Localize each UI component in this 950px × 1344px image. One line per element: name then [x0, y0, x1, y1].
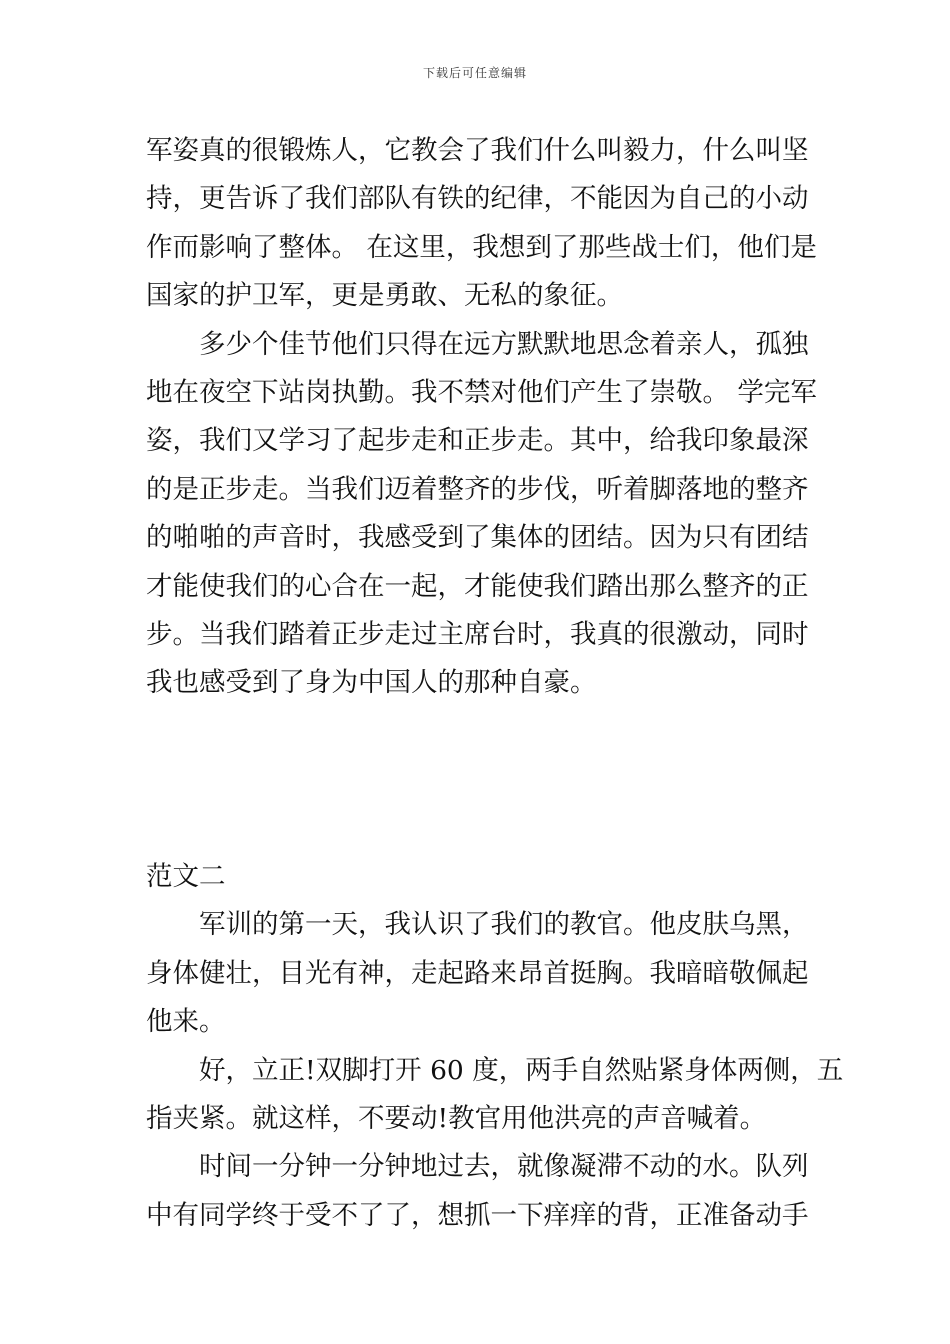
text-line: 地在夜空下站岗执勤。我不禁对他们产生了崇敬。 学完军	[146, 377, 817, 409]
section-two	[146, 853, 844, 1240]
text-line: 多少个佳节他们只得在远方默默地思念着亲人，孤独	[199, 328, 809, 360]
text-line: 身体健壮，目光有神，走起路来昂首挺胸。我暗暗敬佩起	[146, 957, 809, 989]
text-line: 持，更告诉了我们部队有铁的纪律，不能因为自己的小动	[146, 183, 809, 215]
section-two-paragraphs	[146, 901, 844, 1240]
text-line: 步。当我们踏着正步走过主席台时，我真的很激动，同时	[146, 619, 809, 651]
text-line: 姿，我们又学习了起步走和正步走。其中，给我印象最深	[146, 425, 809, 457]
text-line: 指夹紧。就这样，不要动!教官用他洪亮的声音喊着。	[146, 1102, 767, 1134]
text-line: 好，立正!双脚打开 60 度，两手自然贴紧身体两侧，五	[199, 1054, 844, 1086]
section-gap	[146, 708, 808, 853]
paragraph	[146, 321, 817, 708]
text-line: 军训的第一天，我认识了我们的教官。他皮肤乌黑，	[199, 909, 809, 941]
text-line: 的是正步走。当我们迈着整齐的步伐，听着脚落地的整齐	[146, 473, 809, 505]
paragraph	[146, 901, 808, 1046]
text-line: 国家的护卫军，更是勇敢、无私的象征。	[146, 280, 623, 312]
text-line: 的啪啪的声音时，我感受到了集体的团结。因为只有团结	[146, 522, 809, 554]
text-line: 他来。	[146, 1006, 226, 1038]
paragraph	[146, 127, 817, 321]
page-header: 下载后可任意编辑	[422, 66, 527, 80]
text-line: 时间一分钟一分钟地过去，就像凝滞不动的水。队列	[199, 1151, 809, 1183]
document-body	[146, 127, 844, 1240]
text-line: 军姿真的很锻炼人，它教会了我们什么叫毅力，什么叫坚	[146, 135, 809, 166]
paragraph	[146, 1143, 808, 1240]
paragraph	[146, 1047, 844, 1144]
text-line: 才能使我们的心合在一起，才能使我们踏出那么整齐的正	[146, 570, 809, 602]
text-line: 中有同学终于受不了了，想抓一下痒痒的背，正准备动手	[146, 1199, 809, 1231]
text-line: 我也感受到了身为中国人的那种自豪。	[146, 667, 597, 699]
section-one	[146, 127, 817, 708]
text-line: 作而影响了整体。 在这里，我想到了那些战士们，他们是	[146, 231, 817, 263]
section-title: 范文二	[146, 860, 226, 892]
